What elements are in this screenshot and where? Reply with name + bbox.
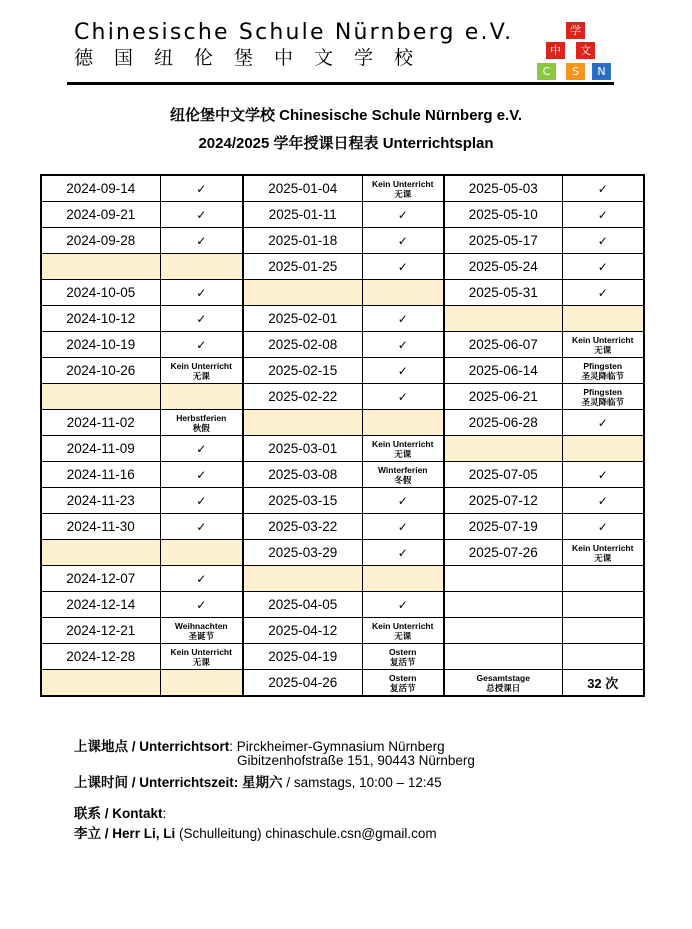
date-cell: 2024-10-26 [41, 358, 160, 384]
empty-cell [562, 644, 644, 670]
status-note-cn: 秋假 [192, 422, 210, 433]
date-cell: 2025-03-15 [243, 488, 362, 514]
break-cell [41, 540, 160, 566]
status-note-cell [362, 175, 444, 202]
status-note-cn: 无课 [394, 630, 412, 641]
schedule-body [41, 175, 644, 696]
status-note-de: Herbstferien [176, 412, 227, 423]
status-note-de: Pfingsten [583, 386, 623, 397]
break-cell [362, 410, 444, 436]
status-note-de: Kein Unterricht [572, 334, 634, 345]
status-note-cn: 圣灵降临节 [581, 370, 624, 381]
date-cell: 2025-04-12 [243, 618, 362, 644]
date-cell: 2025-03-22 [243, 514, 362, 540]
location-label: 上课地点 / Unterrichtsort [74, 739, 230, 754]
status-note-cn: 无课 [192, 656, 210, 667]
checkmark-icon: ✓ [562, 514, 644, 540]
date-cell: 2025-02-22 [243, 384, 362, 410]
checkmark-icon: ✓ [160, 462, 243, 488]
checkmark-icon: ✓ [160, 566, 243, 592]
date-cell [444, 566, 562, 592]
schedule-row [41, 410, 644, 436]
status-note-cell [362, 436, 444, 462]
schedule-row [41, 332, 644, 358]
date-cell: 2024-11-16 [41, 462, 160, 488]
status-note-cn: 无课 [594, 552, 612, 563]
status-note-cn: 无课 [594, 344, 612, 355]
time-label: 上课时间 / Unterrichtszeit: [74, 775, 239, 790]
status-note-de: Kein Unterricht [170, 360, 232, 371]
title-line-2: 2024/2025 学年授课日程表 Unterrichtsplan [198, 135, 494, 152]
logo-cell-s: S [566, 63, 585, 80]
break-cell [160, 254, 243, 280]
total-days-label [444, 670, 562, 697]
date-cell: 2024-10-12 [41, 306, 160, 332]
logo-cell-wen: 文 [576, 42, 595, 59]
date-cell: 2025-01-11 [243, 202, 362, 228]
break-cell [41, 384, 160, 410]
logo-cell-zhong: 中 [546, 42, 565, 59]
status-note-de: Kein Unterricht [572, 542, 634, 553]
checkmark-icon: ✓ [562, 488, 644, 514]
total-days-value: 32 次 [562, 670, 644, 697]
checkmark-icon: ✓ [160, 514, 243, 540]
checkmark-icon: ✓ [562, 254, 644, 280]
status-note-de: Kein Unterricht [170, 646, 232, 657]
location-line-1: Pirckheimer-Gymnasium Nürnberg [236, 739, 445, 754]
checkmark-icon: ✓ [362, 228, 444, 254]
schedule-row [41, 384, 644, 410]
status-note-cell [362, 618, 444, 644]
status-note-de: Kein Unterricht [372, 438, 434, 449]
break-cell [160, 540, 243, 566]
status-note-cell [562, 332, 644, 358]
schedule-row [41, 358, 644, 384]
break-cell [160, 670, 243, 697]
status-note-cn: 无课 [394, 188, 412, 199]
contact-name: 李立 / Herr Li, Li [74, 826, 176, 841]
total-label-de: Gesamtstage [476, 672, 530, 683]
break-cell [243, 566, 362, 592]
checkmark-icon: ✓ [160, 280, 243, 306]
schedule-row [41, 592, 644, 618]
checkmark-icon: ✓ [160, 592, 243, 618]
date-cell: 2024-11-09 [41, 436, 160, 462]
checkmark-icon: ✓ [562, 228, 644, 254]
status-note-de: Pfingsten [583, 360, 623, 371]
break-cell [362, 566, 444, 592]
date-cell: 2024-12-14 [41, 592, 160, 618]
contact-role: (Schulleitung) [179, 826, 262, 841]
schedule-row [41, 514, 644, 540]
school-logo [537, 22, 615, 82]
date-cell: 2025-01-04 [243, 175, 362, 202]
status-note-cn: 圣灵降临节 [581, 396, 624, 407]
date-cell: 2025-03-08 [243, 462, 362, 488]
logo-cell-xue: 学 [566, 22, 585, 39]
checkmark-icon: ✓ [160, 175, 243, 202]
total-label-cn: 总授课日 [486, 682, 521, 693]
schedule-row [41, 280, 644, 306]
checkmark-icon: ✓ [362, 254, 444, 280]
schedule-table [40, 174, 645, 697]
date-cell: 2025-07-26 [444, 540, 562, 566]
schedule-row [41, 436, 644, 462]
checkmark-icon: ✓ [160, 202, 243, 228]
break-cell [562, 436, 644, 462]
footer-time [74, 771, 442, 791]
status-note-cn: 复活节 [389, 682, 416, 693]
schedule-row [41, 228, 644, 254]
checkmark-icon: ✓ [362, 592, 444, 618]
date-cell: 2024-10-05 [41, 280, 160, 306]
status-note-de: Kein Unterricht [372, 620, 434, 631]
status-note-de: Winterferien [377, 464, 428, 475]
status-note-de: Kein Unterricht [372, 178, 434, 189]
schedule-row [41, 462, 644, 488]
date-cell [444, 618, 562, 644]
date-cell: 2024-12-07 [41, 566, 160, 592]
checkmark-icon: ✓ [562, 175, 644, 202]
break-cell [41, 254, 160, 280]
status-note-de: Ostern [389, 646, 417, 657]
checkmark-icon: ✓ [562, 202, 644, 228]
logo-cell-c: C [537, 63, 556, 80]
status-note-cell [562, 358, 644, 384]
checkmark-icon: ✓ [160, 436, 243, 462]
schedule-row [41, 644, 644, 670]
schedule-row [41, 254, 644, 280]
checkmark-icon: ✓ [362, 488, 444, 514]
schedule-row [41, 488, 644, 514]
contact-label: 联系 / Kontakt [74, 806, 163, 821]
schedule-row [41, 566, 644, 592]
empty-cell [562, 566, 644, 592]
checkmark-icon: ✓ [160, 332, 243, 358]
time-day-cn: 星期六 [242, 775, 283, 790]
footer-contact [74, 822, 437, 842]
checkmark-icon: ✓ [362, 306, 444, 332]
date-cell: 2025-05-03 [444, 175, 562, 202]
date-cell: 2025-05-17 [444, 228, 562, 254]
status-note-cn: 无课 [394, 448, 412, 459]
break-cell [362, 280, 444, 306]
date-cell: 2024-11-02 [41, 410, 160, 436]
checkmark-icon: ✓ [562, 462, 644, 488]
date-cell: 2025-05-31 [444, 280, 562, 306]
break-cell [41, 670, 160, 697]
date-cell: 2025-03-01 [243, 436, 362, 462]
footer-location: 上课地点 / Unterrichtsort: Pirckheimer-Gymnasium Nürnberg [74, 739, 445, 754]
logo-cell-n: N [592, 63, 611, 80]
date-cell: 2025-04-19 [243, 644, 362, 670]
date-cell: 2025-01-25 [243, 254, 362, 280]
schedule-row [41, 540, 644, 566]
date-cell: 2025-02-01 [243, 306, 362, 332]
date-cell [444, 644, 562, 670]
checkmark-icon: ✓ [362, 202, 444, 228]
schedule-row [41, 306, 644, 332]
checkmark-icon: ✓ [160, 228, 243, 254]
date-cell: 2025-05-10 [444, 202, 562, 228]
date-cell: 2025-06-28 [444, 410, 562, 436]
empty-cell [562, 592, 644, 618]
contact-email[interactable]: chinaschule.csn@gmail.com [265, 826, 437, 841]
status-note-cn: 圣诞节 [188, 630, 214, 641]
checkmark-icon: ✓ [562, 410, 644, 436]
break-cell [562, 306, 644, 332]
schedule-row [41, 175, 644, 202]
date-cell: 2025-01-18 [243, 228, 362, 254]
checkmark-icon: ✓ [362, 358, 444, 384]
status-note-cell [160, 618, 243, 644]
date-cell: 2025-05-24 [444, 254, 562, 280]
footer-contact-label: 联系 / Kontakt: [74, 806, 167, 821]
checkmark-icon: ✓ [362, 384, 444, 410]
time-detail: / samstags, 10:00 – 12:45 [286, 775, 442, 790]
date-cell: 2025-04-26 [243, 670, 362, 697]
date-cell: 2025-07-19 [444, 514, 562, 540]
date-cell: 2025-02-15 [243, 358, 362, 384]
break-cell [444, 306, 562, 332]
status-note-de: Ostern [389, 672, 417, 683]
date-cell: 2025-06-14 [444, 358, 562, 384]
date-cell: 2025-03-29 [243, 540, 362, 566]
date-cell: 2024-10-19 [41, 332, 160, 358]
checkmark-icon: ✓ [562, 280, 644, 306]
date-cell: 2025-04-05 [243, 592, 362, 618]
date-cell: 2025-07-05 [444, 462, 562, 488]
checkmark-icon: ✓ [362, 332, 444, 358]
location-line-2: Gibitzenhofstraße 151, 90443 Nürnberg [237, 753, 475, 768]
schedule-row [41, 670, 644, 697]
status-note-cell [160, 358, 243, 384]
checkmark-icon: ✓ [160, 488, 243, 514]
checkmark-icon: ✓ [362, 514, 444, 540]
status-note-cell [562, 384, 644, 410]
break-cell [243, 280, 362, 306]
break-cell [243, 410, 362, 436]
date-cell: 2024-09-21 [41, 202, 160, 228]
status-note-cell [362, 644, 444, 670]
date-cell [444, 592, 562, 618]
status-note-cn: 无课 [192, 370, 210, 381]
status-note-cn: 复活节 [389, 656, 416, 667]
break-cell [444, 436, 562, 462]
status-note-cell [562, 540, 644, 566]
date-cell: 2024-12-28 [41, 644, 160, 670]
schedule-row [41, 202, 644, 228]
date-cell: 2024-11-23 [41, 488, 160, 514]
checkmark-icon: ✓ [160, 306, 243, 332]
date-cell: 2025-06-21 [444, 384, 562, 410]
header-divider [67, 82, 614, 85]
title-line-1: 纽伦堡中文学校 Chinesische Schule Nürnberg e.V. [169, 107, 523, 124]
status-note-de: Weihnachten [174, 620, 228, 631]
schedule-row [41, 618, 644, 644]
date-cell: 2025-02-08 [243, 332, 362, 358]
date-cell: 2024-09-28 [41, 228, 160, 254]
status-note-cell [160, 644, 243, 670]
school-name-chinese: 德国纽伦堡中文学校 [74, 47, 435, 69]
checkmark-icon: ✓ [362, 540, 444, 566]
date-cell: 2025-07-12 [444, 488, 562, 514]
status-note-cell [160, 410, 243, 436]
date-cell: 2024-09-14 [41, 175, 160, 202]
status-note-cell [362, 462, 444, 488]
date-cell: 2025-06-07 [444, 332, 562, 358]
empty-cell [562, 618, 644, 644]
status-note-cn: 冬假 [394, 474, 412, 485]
break-cell [160, 384, 243, 410]
date-cell: 2024-12-21 [41, 618, 160, 644]
date-cell: 2024-11-30 [41, 514, 160, 540]
status-note-cell [362, 670, 444, 697]
header [74, 20, 544, 70]
school-name-german: Chinesische Schule Nürnberg e.V. [74, 20, 514, 45]
